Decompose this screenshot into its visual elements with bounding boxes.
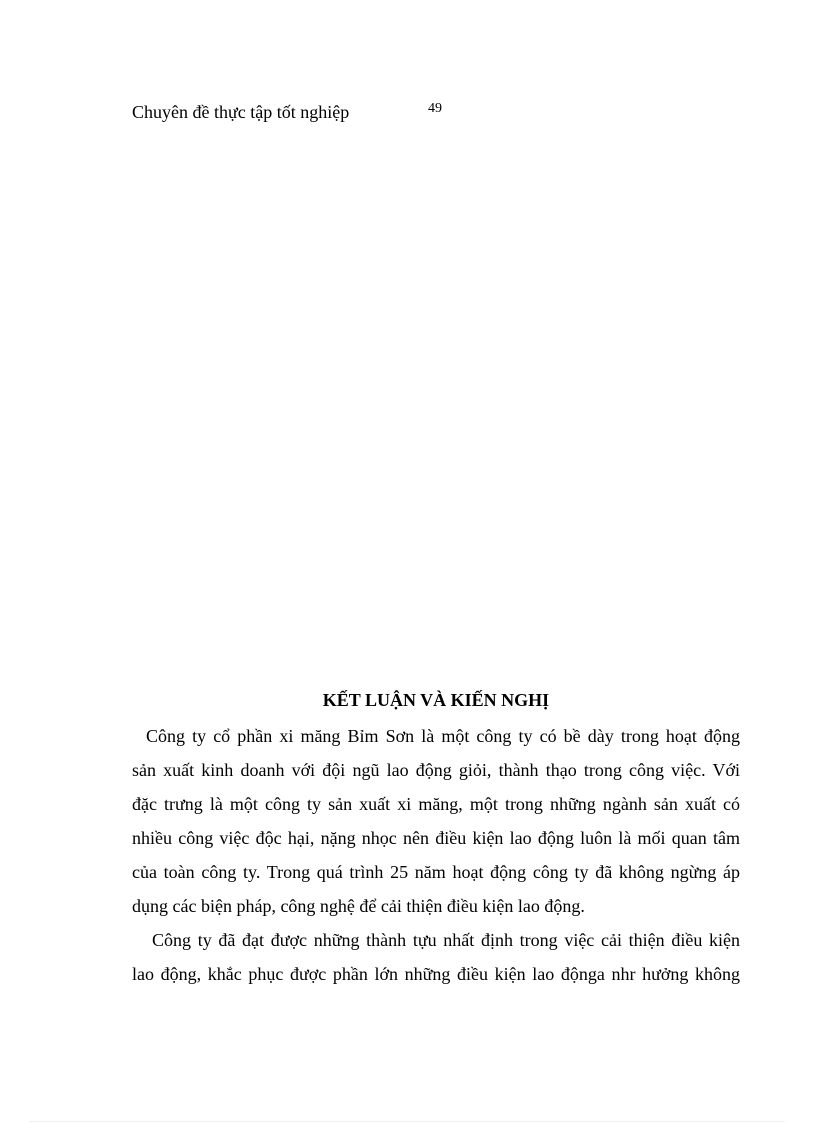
text-line: Công ty đã đạt được những thành tựu nhất định trong việc cải thiện điều kiện: [152, 930, 740, 950]
page-number: 49: [428, 101, 442, 116]
header-title: Chuyên đề thực tập tốt nghiệp: [132, 102, 350, 122]
text-line: nhiều công việc độc hại, nặng nhọc nên điều kiện lao động luôn là mối quan tâm: [132, 828, 740, 848]
text-line: dụng các biện pháp, công nghệ để cải thiện điều kiện lao động.: [132, 896, 585, 916]
paragraph-1: [132, 721, 740, 925]
text-line: đặc trưng là một công ty sản xuất xi măng, một trong những ngành sản xuất có: [132, 794, 740, 814]
text-line: lao động, khắc phục được phần lớn những điều kiện lao độnga nhr hưởng không: [132, 964, 740, 984]
text-line: Công ty cổ phần xi măng Bỉm Sơn là một công ty có bề dày trong hoạt động: [146, 726, 740, 746]
page-bottom-divider: [30, 1121, 786, 1122]
paragraph-2: [132, 925, 740, 993]
page-header: [132, 100, 552, 126]
text-line: của toàn công ty. Trong quá trình 25 năm hoạt động công ty đã không ngừng áp: [132, 862, 740, 882]
section-title: KẾT LUẬN VÀ KIẾN NGHỊ: [322, 690, 550, 710]
text-line: sản xuất kinh doanh với đội ngũ lao động giỏi, thành thạo trong công việc. Với: [132, 760, 740, 780]
body-text: [132, 721, 740, 993]
